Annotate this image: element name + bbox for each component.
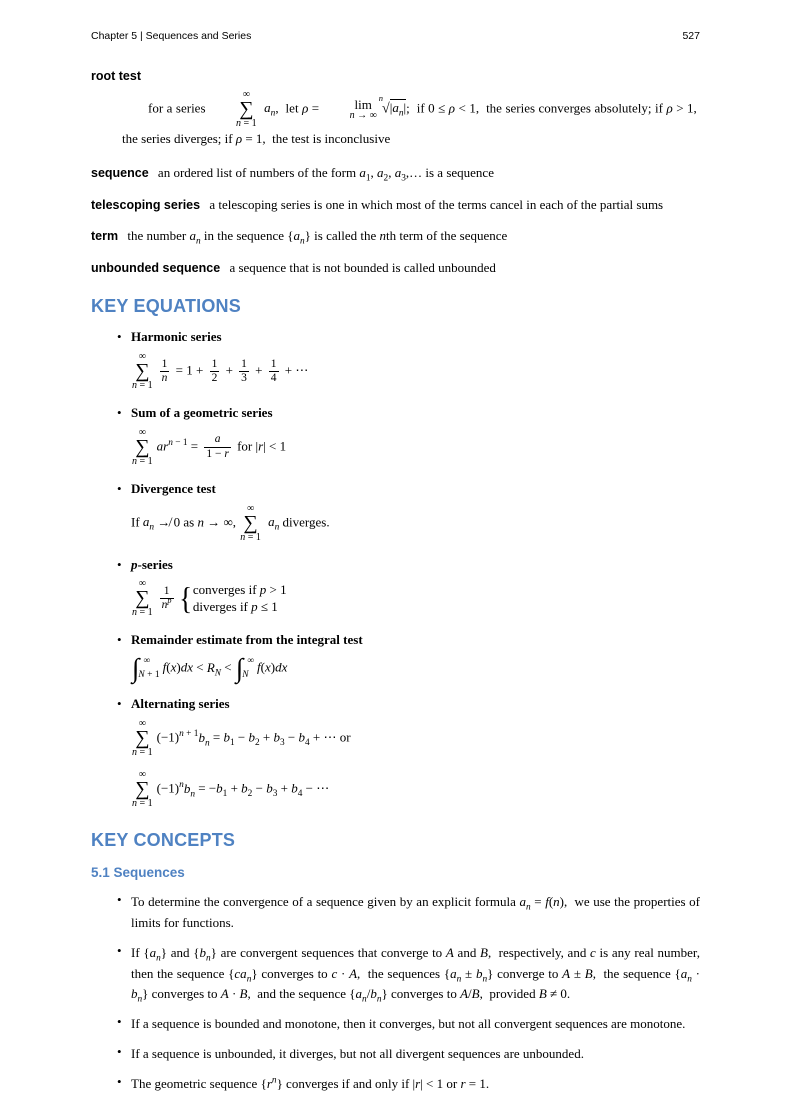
equation-title: • p-series <box>131 556 173 572</box>
glossary-term: telescoping series <box>91 197 201 212</box>
glossary-entry-sequence <box>91 163 700 183</box>
glossary-entry-telescoping-series <box>91 195 700 215</box>
concept-text: • If a sequence is bounded and monotone, then it converges, but not all convergent sequences are monotone. <box>131 1016 686 1032</box>
key-equation-p-series <box>117 557 700 622</box>
equation-title: • Sum of a geometric series <box>131 404 273 420</box>
concept-text: • If a sequence is unbounded, it diverges, but not all divergent sequences are unbounded. <box>131 1046 584 1062</box>
key-concept-item <box>117 1074 700 1095</box>
key-equation-alternating-series <box>117 696 700 812</box>
equation-title: • Alternating series <box>131 696 230 712</box>
glossary-definition: for a series ∞ ∑ n = 1 $a_n$, let ρ = lim n → ∞ $^n√|a_n|$; if 0 ≤ ρ < 1, the series converges absolutely; if ρ > 1, the series diverges; if ρ = 1, the test is inconclusive <box>122 88 701 146</box>
glossary-entry-term <box>91 226 700 246</box>
equation-formula: ∞ ∑ n = 1 $(-1)^nb_n = -b_1 + b_2 - b_3 + b_4$ − ⋯ <box>132 769 330 810</box>
concept-text: • To determine the convergence of a sequence given by an explicit formula $a_n = f(n)$, we use the properties of limits for functions. <box>131 894 700 931</box>
equation-title: • Harmonic series <box>131 328 222 344</box>
key-concept-item <box>117 943 700 1005</box>
glossary-term: term <box>91 229 119 244</box>
key-concept-item <box>117 892 700 934</box>
key-concept-item <box>117 1014 700 1035</box>
glossary-term: unbounded sequence <box>91 261 221 276</box>
glossary-term: root test <box>91 69 141 83</box>
key-equations-heading: KEY EQUATIONS <box>91 295 241 316</box>
key-concepts-list <box>91 892 700 1094</box>
key-equation-harmonic-series <box>117 329 700 394</box>
glossary-entry-unbounded-sequence <box>91 258 700 278</box>
running-head: Chapter 5 | Sequences and Series <box>91 30 252 42</box>
key-equation-divergence-test <box>117 481 700 546</box>
glossary-section <box>91 66 700 278</box>
key-concept-item <box>117 1044 700 1065</box>
equation-formula: ∞ ∑ n = 1 $(-1)^{n + 1}b_n = b_1 - b_2 + b_3 - b_4$ + ⋯ or <box>132 718 351 759</box>
key-equations-list <box>91 329 700 812</box>
glossary-term: sequence <box>91 165 149 180</box>
concept-text: • The geometric sequence $\{r^n\}$ converges if and only if |r| < 1 or r = 1. <box>131 1075 490 1091</box>
page-header <box>91 30 700 42</box>
key-concepts-heading: KEY CONCEPTS <box>91 830 236 851</box>
equation-formula: ∞ ∑ n = 1 $ar^{n - 1}$ = $\frac{a}{1 - r}$ for |r| < 1 <box>132 426 287 467</box>
equation-formula: ∞ ∑ n = 1 $\frac{1}{n}$ = 1 + $\frac{1}{2}$ + $\frac{1}{3}$ + $\frac{1}{4}$ + ⋯ <box>132 350 309 391</box>
glossary-definition: the number $a_n$ in the sequence $\{a_n\}$ is called the nth term of the sequence <box>127 228 508 247</box>
equation-title: • Remainder estimate from the integral test <box>131 632 363 648</box>
equation-formula: If $a_n$ ↛ 0 as n → ∞, ∞ ∑ n = 1 $a_n$ diverges. <box>131 502 330 543</box>
glossary-definition: a telescoping series is one in which most of the terms cancel in each of the partial sums <box>209 196 664 212</box>
key-equation-geometric-series <box>117 405 700 470</box>
equation-formula: ∞ ∑ n = 1 $\frac{1}{n^p}$ { converges if p > 1 diverges if p ≤ 1 <box>132 578 287 619</box>
concept-text: • If $\{a_n\}$ and $\{b_n\}$ are convergent sequences that converge to A and B, respectively, and c is any real number, then the sequence $\{ca_n\}$ converges to c · A, the sequences $\{a_n \pm b_n\}$ converge to A ± B, the sequence $\{a_n \cdot b_n\}$ converges to A · B, and the sequence $\{a_n/b_n\}$ converges to A/B, provided B ≠ 0. <box>131 944 700 1006</box>
equation-formula: ∫ ∞ N + 1 $f(x)dx < R_N$ < ∫ ∞ N f(x)dx <box>132 653 288 684</box>
key-equation-remainder-estimate <box>117 632 700 685</box>
glossary-definition: a sequence that is not bounded is called unbounded <box>229 260 496 276</box>
equation-title: • Divergence test <box>131 480 216 496</box>
glossary-entry-root-test <box>91 66 700 149</box>
page-number: 527 <box>682 30 700 42</box>
section-5-1-subheading: 5.1 Sequences <box>91 865 185 881</box>
glossary-definition: an ordered list of numbers of the form $a_1$, $a_2$, $a_3,\dots$ is a sequence <box>157 164 494 184</box>
